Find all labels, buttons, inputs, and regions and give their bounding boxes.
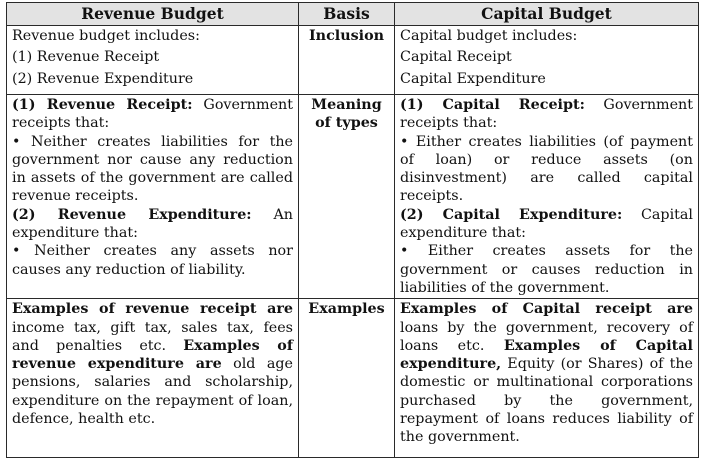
revenue-receipt-definition bbox=[12, 96, 293, 133]
basis-examples: Examples bbox=[299, 299, 395, 458]
examples-row bbox=[7, 299, 699, 458]
revenue-expenditure-text: An expenditure that: bbox=[12, 206, 293, 242]
capital-expenditure-heading: (2) Capital Expenditure: bbox=[400, 206, 623, 223]
meaning-revenue-cell bbox=[7, 95, 299, 299]
meaning-row bbox=[7, 95, 699, 299]
capital-receipt-definition bbox=[400, 96, 693, 133]
revenue-receipt-point: • Neither creates liabilities for the government nor cause any reduction in assets of the government are called revenue receipts. bbox=[12, 133, 293, 205]
capital-expenditure-examples-text: Equity (or Shares) of the domestic or multinational corporations purchased by the government, repayment of loans reduces liability of the government. bbox=[400, 356, 694, 446]
capital-receipt-text: Government receipts that: bbox=[400, 97, 694, 132]
revenue-expenditure-point: • Neither creates any assets nor causes any reduction of liability. bbox=[12, 243, 293, 278]
capital-expenditure-examples-heading: Examples of Capital expenditure, bbox=[400, 337, 693, 373]
capital-inclusion-intro: Capital budget includes: bbox=[400, 28, 578, 44]
header-revenue-budget: Revenue Budget bbox=[7, 3, 299, 26]
meaning-capital-cell bbox=[395, 95, 699, 299]
revenue-inclusion-item-2: (2) Revenue Expenditure bbox=[12, 70, 194, 87]
capital-receipt-heading: (1) Capital Receipt: bbox=[400, 97, 585, 113]
revenue-expenditure-examples-text: old age pensions, salaries and scholarship, expenditure on the repayment of loan, defence, health etc. bbox=[12, 356, 293, 428]
header-basis: Basis bbox=[299, 3, 395, 26]
capital-inclusion-item-1: Capital Receipt bbox=[400, 49, 512, 66]
revenue-expenditure-definition bbox=[12, 206, 293, 243]
header-capital-budget: Capital Budget bbox=[395, 3, 699, 26]
capital-receipt-examples-text: loans by the government, recovery of loans etc. bbox=[400, 319, 693, 354]
capital-expenditure-text: Capital expenditure that: bbox=[400, 206, 693, 242]
budget-comparison-table bbox=[6, 2, 699, 458]
capital-receipt-examples-heading: Examples of Capital receipt are bbox=[400, 301, 693, 318]
inclusion-row bbox=[7, 26, 699, 95]
basis-meaning-of-types: Meaning of types bbox=[299, 95, 395, 299]
inclusion-revenue-cell bbox=[7, 26, 299, 95]
capital-expenditure-definition bbox=[400, 206, 693, 243]
revenue-receipt-heading: (1) Revenue Receipt: bbox=[12, 97, 193, 113]
capital-receipt-point: • Either creates liabilities (of payment of loan) or reduce assets (on disinvestment) are called capital receipts. bbox=[400, 133, 693, 205]
revenue-expenditure-examples-heading: Examples of revenue expenditure are bbox=[12, 337, 293, 373]
revenue-receipt-examples-heading: Examples of revenue receipt are bbox=[12, 301, 293, 318]
capital-inclusion-item-2: Capital Expenditure bbox=[400, 70, 546, 87]
revenue-inclusion-item-1: (1) Revenue Receipt bbox=[12, 49, 160, 66]
revenue-expenditure-heading: (2) Revenue Expenditure: bbox=[12, 206, 252, 223]
revenue-inclusion-intro: Revenue budget includes: bbox=[12, 28, 200, 44]
basis-inclusion: Inclusion bbox=[299, 26, 395, 95]
header-row bbox=[7, 3, 699, 26]
examples-capital-cell bbox=[395, 299, 699, 458]
inclusion-capital-cell bbox=[395, 26, 699, 95]
revenue-receipt-examples-text: income tax, gift tax, sales tax, fees and penalties etc. bbox=[12, 319, 293, 354]
examples-revenue-cell bbox=[7, 299, 299, 458]
revenue-receipt-text: Government receipts that: bbox=[12, 97, 293, 132]
capital-expenditure-point: • Either creates assets for the government or causes reduction in liabilities of the government. bbox=[400, 243, 693, 296]
